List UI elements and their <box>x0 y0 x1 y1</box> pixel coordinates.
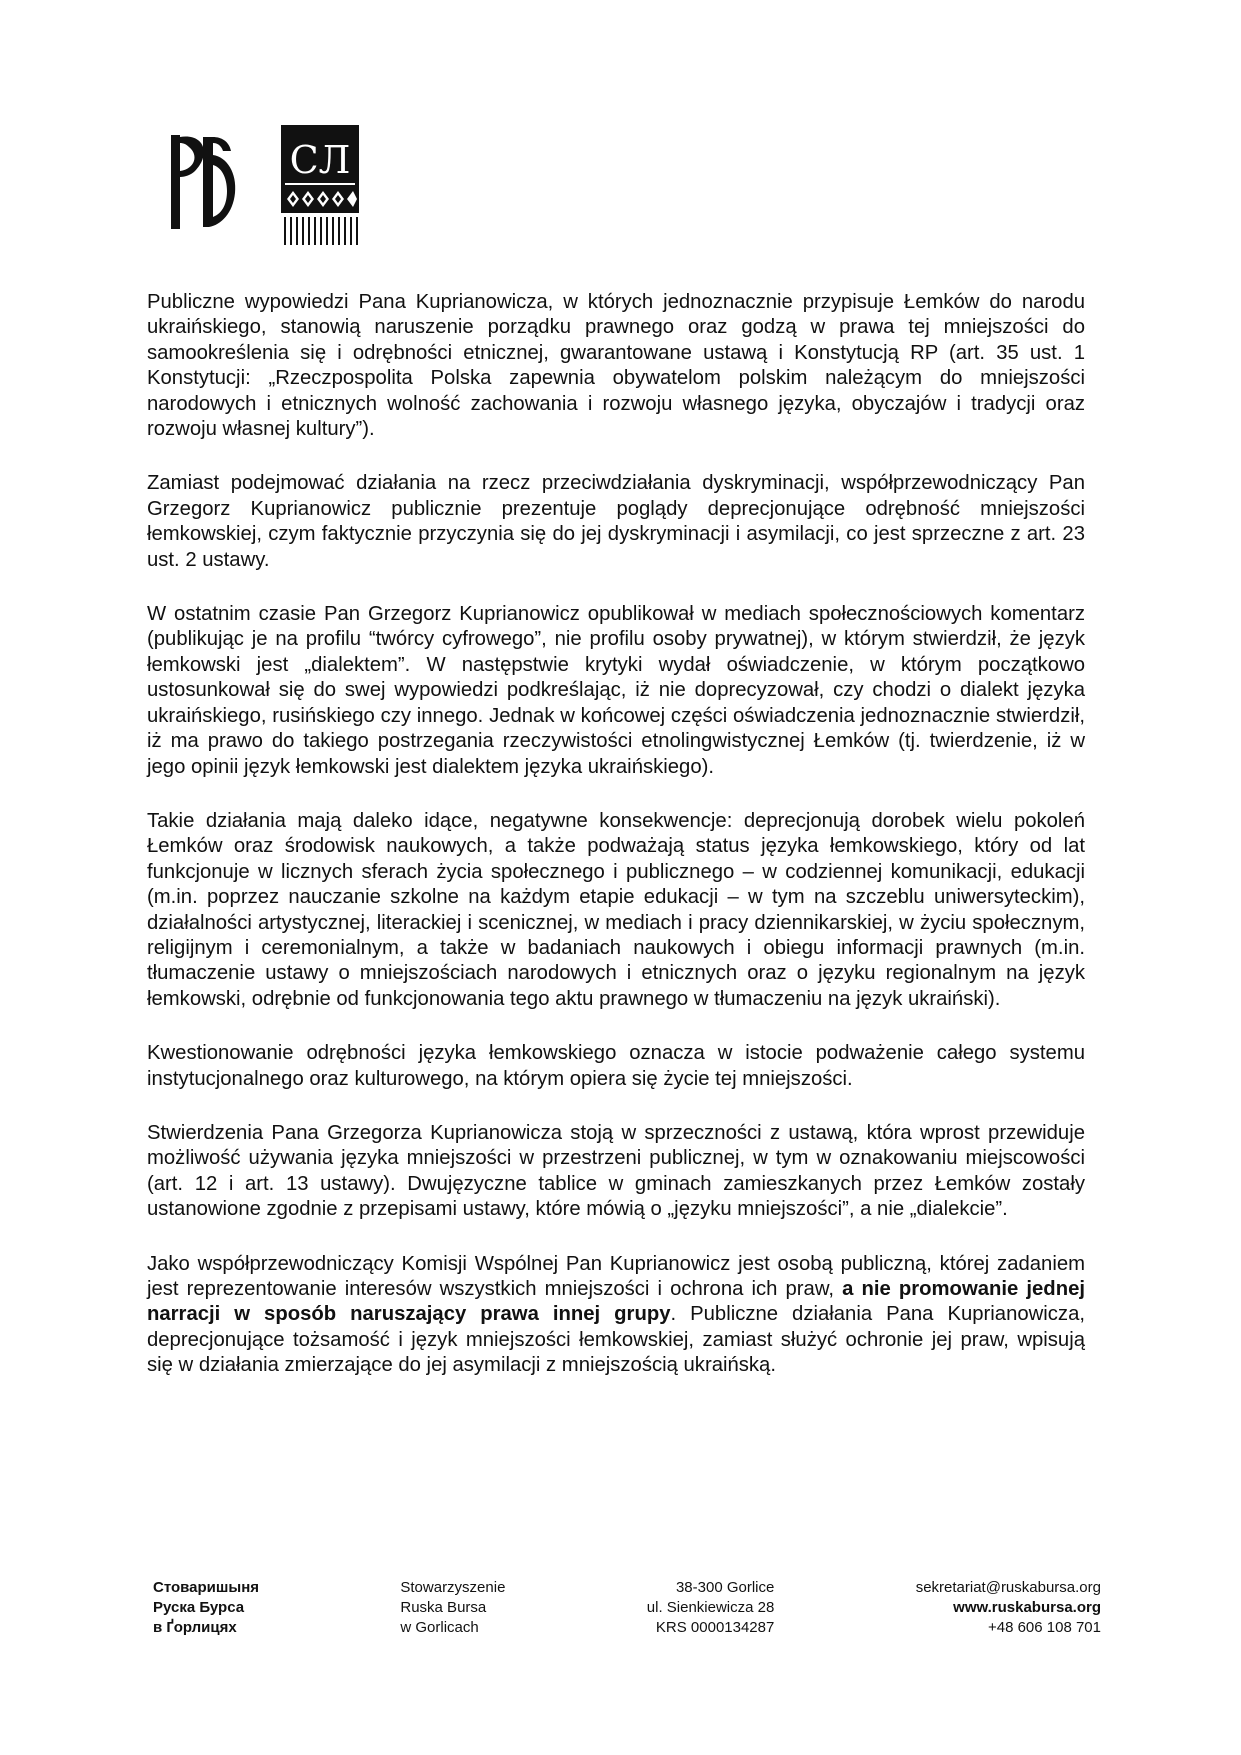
footer-cyr-line-1: Стоваришыня <box>153 1579 260 1596</box>
footer-cyr-line-3: в Ґорлицях <box>153 1619 237 1636</box>
paragraph-7-part-2: . Publiczne działania Pana Kuprianowicza, deprecjonujące tożsamość i język mniejszości łemkowskiej, zamiast służyć ochronie jej praw, wpisują się w działania zmierzające do jej asymilacji z mniejszością ukraińską. <box>147 1303 1085 1377</box>
rb-monogram-logo <box>165 125 243 235</box>
footer-pl-line-2: Ruska Bursa <box>400 1599 487 1616</box>
sl-embroidery-logo <box>281 125 359 247</box>
paragraph-7-part-1: Jako współprzewodniczący Komisji Wspólnej Pan Kuprianowicz jest osobą publiczną, której zadaniem jest reprezentowanie interesów wszystkich mniejszości i ochrona ich praw, <box>147 1252 1085 1300</box>
paragraph-6: Stwierdzenia Pana Grzegorza Kuprianowicza stoją w sprzeczności z ustawą, która wprost przewiduje możliwość używania języka mniejszości w przestrzeni publicznej, w tym w oznakowaniu miejscowości (art. 12 i art. 13 ustawy). Dwujęzyczne tablice w gminach zamieszkanych przez Łemków zostały ustanowione zgodnie z przepisami ustawy, które mówią o „języku mniejszości”, a nie „dialekcie”. <box>147 1121 1085 1221</box>
footer-street: ul. Sienkiewicza 28 <box>646 1599 775 1616</box>
paragraph-3: W ostatnim czasie Pan Grzegorz Kuprianowicz opublikował w mediach społecznościowych komentarz (publikując je na profilu “twórcy cyfrowego”, nie profilu osoby prywatnej), w którym stwierdził, że język łemkowski jest „dialektem”. W następstwie krytyki wydał oświadczenie, w którym początkowo ustosunkował się do swej wypowiedzi podkreślając, iż nie doprecyzował, czy chodzi o dialekt języka ukraińskiego, rusińskiego czy innego. Jednak w końcowej części oświadczenia jednoznacznie stwierdził, iż ma prawo do takiego postrzegania rzeczywistości etnolingwistycznej Łemków (tj. twierdzenie, iż w jego opinii język łemkowski jest dialektem języka ukraińskiego). <box>147 603 1085 778</box>
footer-city: 38-300 Gorlice <box>675 1579 775 1596</box>
paragraph-1: Publiczne wypowiedzi Pana Kuprianowicza, w których jednoznacznie przypisuje Łemków do narodu ukraińskiego, stanowią naruszenie porządku prawnego oraz godzą w prawa tej mniejszości do samookreślenia się i odrębności etnicznej, gwarantowane ustawą i Konstytucją RP (art. 35 ust. 1 Konstytucji: „Rzeczpospolita Polska zapewnia obywatelom polskim należącym do mniejszości narodowych i etnicznych wolność zachowania i rozwoju własnego języka, obyczajów i tradycji oraz rozwoju własnej kultury”). <box>147 291 1085 441</box>
footer-email-link[interactable]: sekretariat@ruskabursa.org <box>915 1579 1101 1596</box>
logo-letters: СЛ <box>289 138 351 182</box>
footer-phone: +48 606 108 701 <box>987 1619 1101 1636</box>
paragraph-7-bold: a nie promowanie jednej narracji w sposób naruszający prawa innej grupy <box>147 1278 1085 1326</box>
footer-pl-line-1: Stowarzyszenie <box>400 1579 506 1596</box>
footer-pl-line-3: w Gorlicach <box>400 1619 479 1636</box>
footer-krs: KRS 0000134287 <box>655 1619 775 1636</box>
paragraph-2: Zamiast podejmować działania na rzecz przeciwdziałania dyskryminacji, współprzewodniczący Pan Grzegorz Kuprianowicz publicznie prezentuje poglądy deprecjonujące odrębność mniejszości łemkowskiej, czym faktycznie przyczynia się do jej dyskryminacji i asymilacji, co jest sprzeczne z art. 23 ust. 2 ustawy. <box>147 472 1085 571</box>
footer-contact <box>916 1578 1101 1638</box>
letterhead-footer <box>153 1578 1101 1638</box>
logo-area <box>165 125 359 247</box>
letter-body <box>147 290 1085 1408</box>
footer-cyr-line-2: Руска Бурса <box>153 1599 245 1616</box>
footer-org-name-cyrillic <box>153 1578 259 1638</box>
paragraph-7 <box>147 1252 1085 1379</box>
footer-address <box>647 1578 775 1638</box>
paragraph-5: Kwestionowanie odrębności języka łemkowskiego oznacza w istocie podważenie całego systemu instytucjonalnego oraz kulturowego, na którym opiera się życie tej mniejszości. <box>147 1042 1085 1090</box>
paragraph-4: Takie działania mają daleko idące, negatywne konsekwencje: deprecjonują dorobek wielu pokoleń Łemków oraz środowisk naukowych, a także podważają status języka łemkowskiego, który od lat funkcjonuje w licznych sferach życia społecznego i publicznego – w codziennej komunikacji, edukacji (m.in. poprzez nauczanie szkolne na każdym etapie edukacji – w tym na szczeblu uniwersyteckim), działalności artystycznej, literackiej i scenicznej, w mediach i pracy dziennikarskiej, w życiu społecznym, religijnym i ceremonialnym, a także w badaniach naukowych i obiegu informacji prawnych (m.in. tłumaczenie ustawy o mniejszościach narodowych i etnicznych oraz o języku regionalnym na język łemkowski, odrębnie od funkcjonowania tego aktu prawnego w tłumaczeniu na język ukraiński). <box>147 809 1085 1010</box>
footer-org-name-polish <box>400 1578 505 1638</box>
footer-website-link[interactable]: www.ruskabursa.org <box>953 1599 1101 1616</box>
